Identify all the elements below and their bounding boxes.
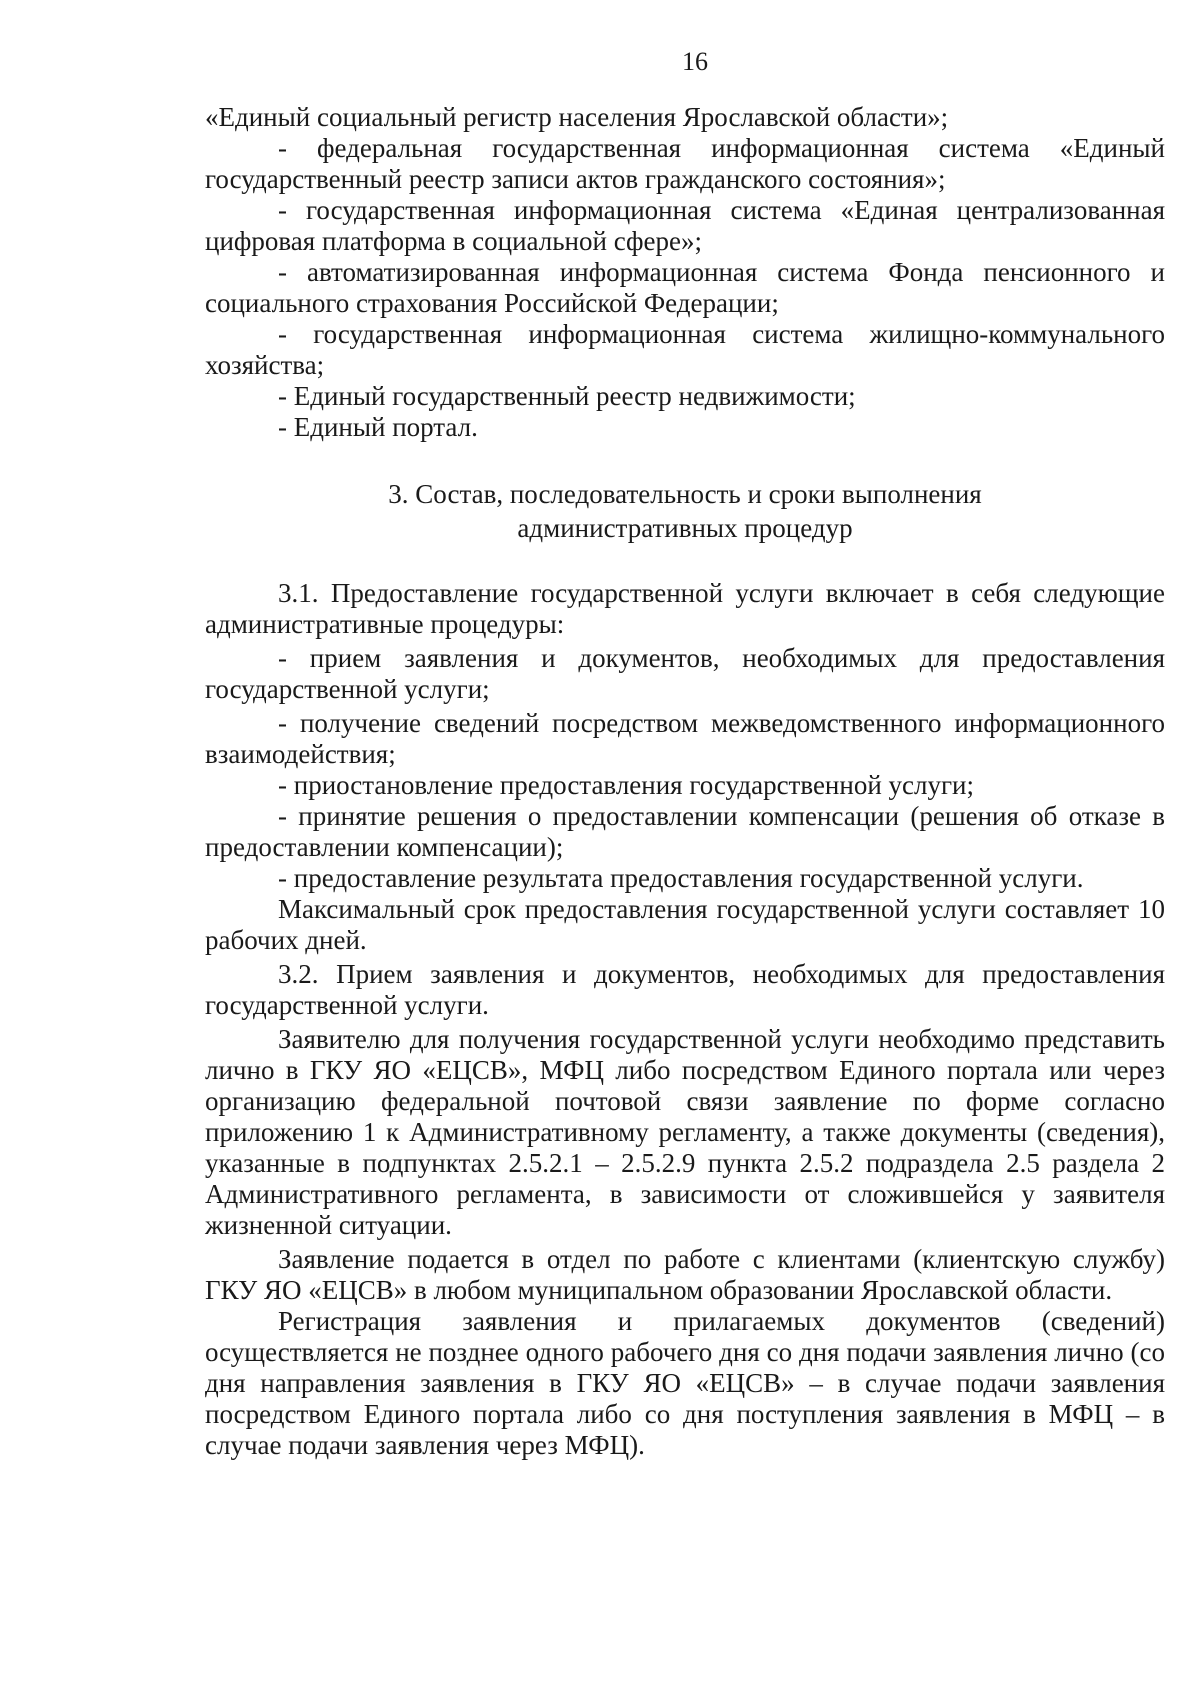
list-item-continued: «Единый социальный регистр населения Ярославской области»; bbox=[205, 102, 949, 132]
paragraph: Заявление подается в отдел по работе с клиентами (клиентскую службу) ГКУ ЯО «ЕЦСВ» в любом муниципальном образовании Ярославской области. bbox=[205, 1244, 1165, 1305]
section-heading-line: 3. Состав, последовательность и сроки выполнения bbox=[388, 479, 982, 509]
list-item: - государственная информационная система «Единая централизованная цифровая платформа в социальной сфере»; bbox=[205, 195, 1165, 256]
document-body bbox=[205, 102, 1165, 1461]
section-heading-line: административных процедур bbox=[517, 513, 853, 543]
paragraph: 3.2. Прием заявления и документов, необходимых для предоставления государственной услуги. bbox=[205, 959, 1165, 1020]
paragraph: Максимальный срок предоставления государственной услуги составляет 10 рабочих дней. bbox=[205, 894, 1165, 955]
list-item: - приостановление предоставления государственной услуги; bbox=[278, 770, 975, 800]
list-item: - Единый портал. bbox=[278, 412, 478, 442]
list-item: - Единый государственный реестр недвижимости; bbox=[278, 381, 856, 411]
paragraph: 3.1. Предоставление государственной услуги включает в себя следующие административные процедуры: bbox=[205, 578, 1165, 639]
section-heading bbox=[205, 477, 1165, 545]
page-number: 16 bbox=[682, 47, 708, 76]
list-item: - федеральная государственная информационная система «Единый государственный реестр записи актов гражданского состояния»; bbox=[205, 133, 1165, 194]
list-item: - прием заявления и документов, необходимых для предоставления государственной услуги; bbox=[205, 643, 1165, 704]
list-item: - предоставление результата предоставления государственной услуги. bbox=[278, 863, 1084, 893]
list-item: - получение сведений посредством межведомственного информационного взаимодействия; bbox=[205, 708, 1165, 769]
paragraph: Регистрация заявления и прилагаемых документов (сведений) осуществляется не позднее одного рабочего дня со дня подачи заявления лично (со дня направления заявления в ГКУ ЯО «ЕЦСВ» – в случае подачи заявления посредством Единого портала либо со дня поступления заявления в МФЦ – в случае подачи заявления через МФЦ). bbox=[205, 1306, 1165, 1460]
list-item: - государственная информационная система жилищно-коммунального хозяйства; bbox=[205, 319, 1165, 380]
list-item: - принятие решения о предоставлении компенсации (решения об отказе в предоставлении компенсации); bbox=[205, 801, 1165, 862]
list-item: - автоматизированная информационная система Фонда пенсионного и социального страхования Российской Федерации; bbox=[205, 257, 1165, 318]
paragraph: Заявителю для получения государственной услуги необходимо представить лично в ГКУ ЯО «ЕЦСВ», МФЦ либо посредством Единого портала или через организацию федеральной почтовой связи заявление по форме согласно приложению 1 к Административному регламенту, а также документы (сведения), указанные в подпунктах 2.5.2.1 – 2.5.2.9 пункта 2.5.2 подраздела 2.5 раздела 2 Административного регламента, в зависимости от сложившейся у заявителя жизненной ситуации. bbox=[205, 1024, 1165, 1240]
